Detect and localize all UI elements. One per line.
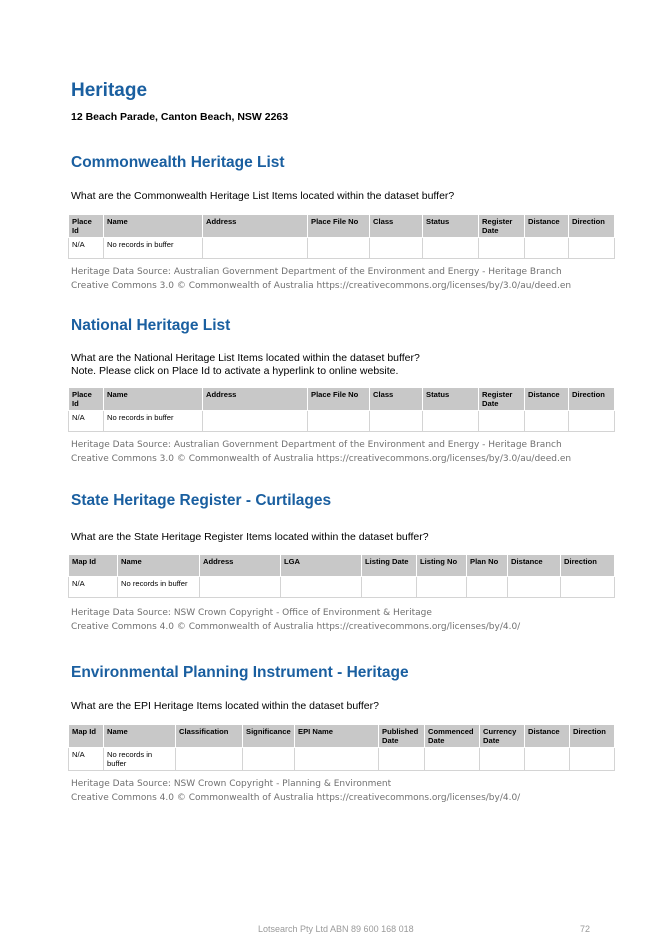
column-header: Register Date bbox=[479, 215, 525, 238]
column-header: Address bbox=[203, 215, 308, 238]
table-cell bbox=[480, 748, 525, 771]
table-header-row bbox=[69, 555, 615, 577]
state-heritage-table bbox=[68, 554, 615, 598]
table-cell bbox=[295, 748, 379, 771]
column-header: Plan No bbox=[467, 555, 508, 577]
column-header: Direction bbox=[570, 725, 615, 748]
column-header: Name bbox=[118, 555, 200, 577]
table-cell bbox=[479, 238, 525, 259]
column-header: Direction bbox=[569, 215, 615, 238]
table-cell: N/A bbox=[69, 411, 104, 432]
column-header: Register Date bbox=[479, 388, 525, 411]
column-header: Status bbox=[423, 215, 479, 238]
table-row bbox=[69, 411, 615, 432]
table-cell bbox=[243, 748, 295, 771]
column-header: Listing Date bbox=[362, 555, 417, 577]
table-cell bbox=[176, 748, 243, 771]
column-header: Distance bbox=[508, 555, 561, 577]
column-header: Class bbox=[370, 215, 423, 238]
column-header: Address bbox=[203, 388, 308, 411]
column-header: Listing No bbox=[417, 555, 467, 577]
table-cell bbox=[570, 748, 615, 771]
column-header: Classification bbox=[176, 725, 243, 748]
column-header: EPI Name bbox=[295, 725, 379, 748]
column-header: Name bbox=[104, 388, 203, 411]
table-cell bbox=[200, 577, 281, 598]
license-line: Creative Commons 4.0 © Commonwealth of Australia https://creativecommons.org/licenses/by/4.0/ bbox=[71, 793, 521, 803]
data-source-line: Heritage Data Source: NSW Crown Copyright - Planning & Environment bbox=[71, 779, 392, 789]
table-cell bbox=[308, 238, 370, 259]
table-cell bbox=[525, 238, 569, 259]
table-cell: No records in buffer bbox=[104, 748, 176, 771]
column-header: Direction bbox=[569, 388, 615, 411]
table-cell bbox=[508, 577, 561, 598]
column-header: Class bbox=[370, 388, 423, 411]
table-cell bbox=[423, 238, 479, 259]
section-title-national-heritage: National Heritage List bbox=[71, 317, 231, 334]
table-cell bbox=[561, 577, 615, 598]
table-cell bbox=[525, 411, 569, 432]
table-header-row bbox=[69, 725, 615, 748]
table-cell bbox=[281, 577, 362, 598]
table-cell bbox=[569, 411, 615, 432]
table-cell bbox=[479, 411, 525, 432]
license-line: Creative Commons 3.0 © Commonwealth of Australia https://creativecommons.org/licenses/by/3.0/au/deed.en bbox=[71, 454, 572, 464]
table-cell: N/A bbox=[69, 577, 118, 598]
column-header-place-id[interactable]: Place Id bbox=[69, 388, 104, 411]
table-cell: N/A bbox=[69, 748, 104, 771]
table-cell bbox=[467, 577, 508, 598]
footer-company: Lotsearch Pty Ltd ABN 89 600 168 018 bbox=[258, 924, 414, 934]
table-cell bbox=[370, 238, 423, 259]
data-source-line: Heritage Data Source: Australian Government Department of the Environment and Energy - Heritage Branch bbox=[71, 267, 562, 277]
table-row bbox=[69, 238, 615, 259]
table-cell: No records in buffer bbox=[104, 411, 203, 432]
column-header: Significance bbox=[243, 725, 295, 748]
column-header: Map Id bbox=[69, 555, 118, 577]
column-header: Name bbox=[104, 725, 176, 748]
section-question: What are the State Heritage Register Items located within the dataset buffer? bbox=[71, 531, 429, 543]
national-heritage-table bbox=[68, 387, 615, 432]
table-cell bbox=[425, 748, 480, 771]
table-header-row bbox=[69, 215, 615, 238]
epi-heritage-table bbox=[68, 724, 615, 771]
column-header: Published Date bbox=[379, 725, 425, 748]
license-line: Creative Commons 4.0 © Commonwealth of Australia https://creativecommons.org/licenses/by/4.0/ bbox=[71, 622, 521, 632]
column-header: Direction bbox=[561, 555, 615, 577]
column-header: LGA bbox=[281, 555, 362, 577]
column-header: Distance bbox=[525, 388, 569, 411]
column-header: Place File No bbox=[308, 388, 370, 411]
table-cell: No records in buffer bbox=[118, 577, 200, 598]
commonwealth-heritage-table bbox=[68, 214, 615, 259]
table-cell bbox=[525, 748, 570, 771]
table-row bbox=[69, 748, 615, 771]
table-cell bbox=[203, 238, 308, 259]
data-source-line: Heritage Data Source: NSW Crown Copyright - Office of Environment & Heritage bbox=[71, 608, 432, 618]
page-number: 72 bbox=[580, 924, 591, 934]
column-header: Currency Date bbox=[480, 725, 525, 748]
table-cell bbox=[379, 748, 425, 771]
table-cell: N/A bbox=[69, 238, 104, 259]
data-source-line: Heritage Data Source: Australian Government Department of the Environment and Energy - Heritage Branch bbox=[71, 440, 562, 450]
column-header: Place Id bbox=[69, 215, 104, 238]
section-title-epi-heritage: Environmental Planning Instrument - Heritage bbox=[71, 664, 409, 681]
section-title-state-heritage-register: State Heritage Register - Curtilages bbox=[71, 492, 332, 509]
section-question: What are the Commonwealth Heritage List Items located within the dataset buffer? bbox=[71, 190, 455, 202]
column-header: Map Id bbox=[69, 725, 104, 748]
table-cell bbox=[362, 577, 417, 598]
table-cell bbox=[203, 411, 308, 432]
page-title: Heritage bbox=[71, 80, 148, 101]
site-address: 12 Beach Parade, Canton Beach, NSW 2263 bbox=[71, 111, 289, 123]
column-header: Distance bbox=[525, 215, 569, 238]
table-cell bbox=[569, 238, 615, 259]
table-cell bbox=[423, 411, 479, 432]
section-question: What are the EPI Heritage Items located within the dataset buffer? bbox=[71, 700, 379, 712]
column-header: Commenced Date bbox=[425, 725, 480, 748]
table-row bbox=[69, 577, 615, 598]
column-header: Address bbox=[200, 555, 281, 577]
section-question: What are the National Heritage List Items located within the dataset buffer? bbox=[71, 352, 420, 364]
column-header: Name bbox=[104, 215, 203, 238]
column-header: Distance bbox=[525, 725, 570, 748]
table-header-row bbox=[69, 388, 615, 411]
section-note: Note. Please click on Place Id to activate a hyperlink to online website. bbox=[71, 365, 399, 377]
column-header: Status bbox=[423, 388, 479, 411]
table-cell: No records in buffer bbox=[104, 238, 203, 259]
table-cell bbox=[308, 411, 370, 432]
table-cell bbox=[417, 577, 467, 598]
section-title-commonwealth-heritage: Commonwealth Heritage List bbox=[71, 154, 285, 171]
table-cell bbox=[370, 411, 423, 432]
license-line: Creative Commons 3.0 © Commonwealth of Australia https://creativecommons.org/licenses/by/3.0/au/deed.en bbox=[71, 281, 572, 291]
column-header: Place File No bbox=[308, 215, 370, 238]
